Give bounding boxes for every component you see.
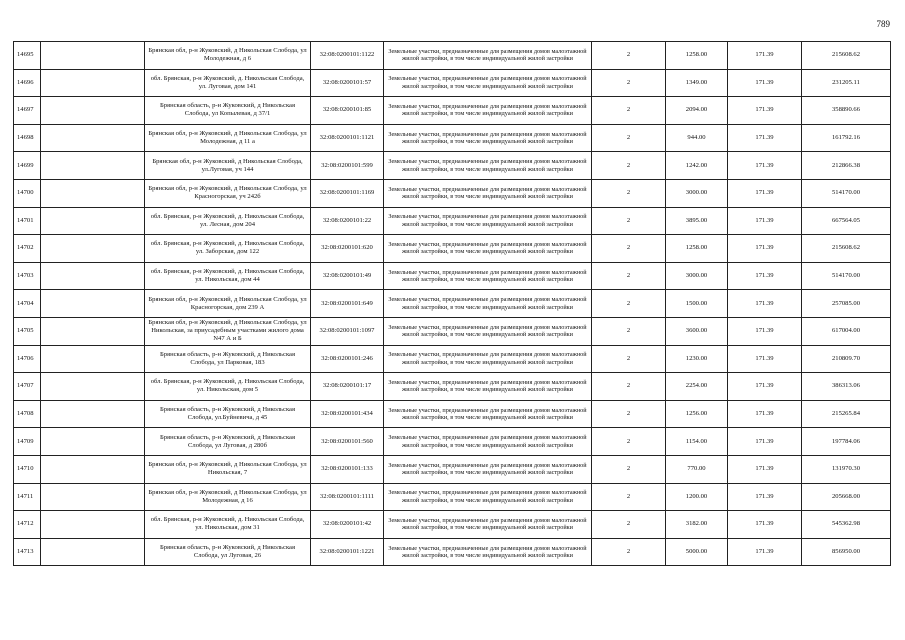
row-id-cell: 14712 xyxy=(14,511,41,539)
area-cell: 1242.00 xyxy=(666,152,728,180)
table-row xyxy=(14,511,891,539)
cadastral-value-cell: 215608.62 xyxy=(802,235,891,263)
category-cell: 2 xyxy=(592,262,666,290)
rate-cell: 171.39 xyxy=(728,207,802,235)
cadastral-value-cell: 215608.62 xyxy=(802,42,891,70)
table-row xyxy=(14,152,891,180)
category-cell: 2 xyxy=(592,179,666,207)
cadastral-value-cell: 257085.00 xyxy=(802,290,891,318)
address-cell: обл. Брянская, р-н Жуковский, д. Никольская Слобода, ул. Лесная, дом 204 xyxy=(145,207,311,235)
rate-cell: 171.39 xyxy=(728,69,802,97)
rate-cell: 171.39 xyxy=(728,290,802,318)
address-cell: Брянская область, р-н Жуковский, д Никольская Слобода, ул Луговая, 26 xyxy=(145,538,311,566)
area-cell: 3895.00 xyxy=(666,207,728,235)
cadastral-number-cell: 32:08:0200101:1169 xyxy=(311,179,384,207)
area-cell: 2254.00 xyxy=(666,373,728,401)
table-row xyxy=(14,317,891,345)
row-id-cell: 14696 xyxy=(14,69,41,97)
land-use-cell: Земельные участки, предназначенные для размещения домов малоэтажной жилой застройки, в том числе индивидуальной жилой застройки xyxy=(384,235,592,263)
area-cell: 770.00 xyxy=(666,455,728,483)
address-cell: Брянская обл, р-н Жуковский, д Никольская Слобода, ул Никольская, за приусадебным участками жилого дома N47 А и Б xyxy=(145,317,311,345)
land-use-cell: Земельные участки, предназначенные для размещения домов малоэтажной жилой застройки, в том числе индивидуальной жилой застройки xyxy=(384,152,592,180)
address-cell: обл. Брянская, р-н Жуковский, д. Никольская Слобода, ул. Никольская, дом 5 xyxy=(145,373,311,401)
blank-cell xyxy=(41,97,145,125)
table-row xyxy=(14,428,891,456)
rate-cell: 171.39 xyxy=(728,483,802,511)
table-row xyxy=(14,455,891,483)
cadastral-value-cell: 212866.38 xyxy=(802,152,891,180)
cadastral-value-cell: 197784.06 xyxy=(802,428,891,456)
address-cell: Брянская обл, р-н Жуковский, д Никольская Слобода, ул Красногорская, дом 239 А xyxy=(145,290,311,318)
rate-cell: 171.39 xyxy=(728,97,802,125)
cadastral-value-cell: 856950.00 xyxy=(802,538,891,566)
land-use-cell: Земельные участки, предназначенные для размещения домов малоэтажной жилой застройки, в том числе индивидуальной жилой застройки xyxy=(384,373,592,401)
land-use-cell: Земельные участки, предназначенные для размещения домов малоэтажной жилой застройки, в том числе индивидуальной жилой застройки xyxy=(384,428,592,456)
row-id-cell: 14703 xyxy=(14,262,41,290)
row-id-cell: 14697 xyxy=(14,97,41,125)
blank-cell xyxy=(41,317,145,345)
cadastral-value-cell: 514170.00 xyxy=(802,179,891,207)
address-cell: Брянская область, р-н Жуковский, д Никольская Слобода, ул.Буйневича, д 45 xyxy=(145,400,311,428)
address-cell: Брянская область, р-н Жуковский, д Никольская Слобода, ул Копылевая, д 37/1 xyxy=(145,97,311,125)
area-cell: 5000.00 xyxy=(666,538,728,566)
area-cell: 3000.00 xyxy=(666,179,728,207)
address-cell: Брянская область, р-н Жуковский, д Никольская Слобода, ул Луговая, д 280б xyxy=(145,428,311,456)
address-cell: Брянская обл, р-н Жуковский, д Никольская Слобода, ул Красногорская, уч 242б xyxy=(145,179,311,207)
table-row xyxy=(14,42,891,70)
area-cell: 1200.00 xyxy=(666,483,728,511)
cadastral-value-cell: 358890.66 xyxy=(802,97,891,125)
rate-cell: 171.39 xyxy=(728,235,802,263)
category-cell: 2 xyxy=(592,317,666,345)
rate-cell: 171.39 xyxy=(728,455,802,483)
cadastral-value-cell: 131970.30 xyxy=(802,455,891,483)
row-id-cell: 14705 xyxy=(14,317,41,345)
address-cell: обл. Брянская, р-н Жуковский, д. Никольская Слобода, ул. Никольская, дом 31 xyxy=(145,511,311,539)
land-use-cell: Земельные участки, предназначенные для размещения домов малоэтажной жилой застройки, в том числе индивидуальной жилой застройки xyxy=(384,97,592,125)
cadastral-number-cell: 32:08:0200101:133 xyxy=(311,455,384,483)
category-cell: 2 xyxy=(592,97,666,125)
address-cell: Брянская обл, р-н Жуковский, д Никольская Слобода, ул Молодежная, д 16 xyxy=(145,483,311,511)
row-id-cell: 14710 xyxy=(14,455,41,483)
address-cell: Брянская область, р-н Жуковский, д Никольская Слобода, ул Парковая, 183 xyxy=(145,345,311,373)
land-use-cell: Земельные участки, предназначенные для размещения домов малоэтажной жилой застройки, в том числе индивидуальной жилой застройки xyxy=(384,538,592,566)
category-cell: 2 xyxy=(592,511,666,539)
table-row xyxy=(14,400,891,428)
area-cell: 1230.00 xyxy=(666,345,728,373)
cadastral-number-cell: 32:08:0200101:1122 xyxy=(311,42,384,70)
cadastral-number-cell: 32:08:0200101:246 xyxy=(311,345,384,373)
cadastral-value-cell: 545362.98 xyxy=(802,511,891,539)
table-row xyxy=(14,235,891,263)
category-cell: 2 xyxy=(592,207,666,235)
area-cell: 3000.00 xyxy=(666,262,728,290)
row-id-cell: 14708 xyxy=(14,400,41,428)
blank-cell xyxy=(41,124,145,152)
row-id-cell: 14700 xyxy=(14,179,41,207)
area-cell: 1154.00 xyxy=(666,428,728,456)
row-id-cell: 14704 xyxy=(14,290,41,318)
blank-cell xyxy=(41,538,145,566)
address-cell: Брянская обл, р-н Жуковский, д Никольская Слобода, ул Никольская, 7 xyxy=(145,455,311,483)
category-cell: 2 xyxy=(592,400,666,428)
area-cell: 2094.00 xyxy=(666,97,728,125)
rate-cell: 171.39 xyxy=(728,538,802,566)
blank-cell xyxy=(41,69,145,97)
table-row xyxy=(14,345,891,373)
address-cell: обл. Брянская, р-н Жуковский, д. Никольская Слобода, ул. Луговая, дом 141 xyxy=(145,69,311,97)
table-row xyxy=(14,483,891,511)
blank-cell xyxy=(41,42,145,70)
category-cell: 2 xyxy=(592,124,666,152)
land-use-cell: Земельные участки, предназначенные для размещения домов малоэтажной жилой застройки, в том числе индивидуальной жилой застройки xyxy=(384,400,592,428)
rate-cell: 171.39 xyxy=(728,152,802,180)
category-cell: 2 xyxy=(592,152,666,180)
cadastral-number-cell: 32:08:0200101:1221 xyxy=(311,538,384,566)
cadastral-number-cell: 32:08:0200101:49 xyxy=(311,262,384,290)
land-use-cell: Земельные участки, предназначенные для размещения домов малоэтажной жилой застройки, в том числе индивидуальной жилой застройки xyxy=(384,483,592,511)
row-id-cell: 14706 xyxy=(14,345,41,373)
category-cell: 2 xyxy=(592,235,666,263)
cadastral-number-cell: 32:08:0200101:57 xyxy=(311,69,384,97)
cadastral-value-cell: 386313.06 xyxy=(802,373,891,401)
blank-cell xyxy=(41,373,145,401)
rate-cell: 171.39 xyxy=(728,262,802,290)
cadastral-number-cell: 32:08:0200101:620 xyxy=(311,235,384,263)
cadastral-value-cell: 231205.11 xyxy=(802,69,891,97)
cadastral-value-cell: 210809.70 xyxy=(802,345,891,373)
area-cell: 1500.00 xyxy=(666,290,728,318)
blank-cell xyxy=(41,428,145,456)
table-row xyxy=(14,207,891,235)
area-cell: 3600.00 xyxy=(666,317,728,345)
cadastral-number-cell: 32:08:0200101:22 xyxy=(311,207,384,235)
cadastral-number-cell: 32:08:0200101:1097 xyxy=(311,317,384,345)
row-id-cell: 14699 xyxy=(14,152,41,180)
cadastral-number-cell: 32:08:0200101:85 xyxy=(311,97,384,125)
cadastral-number-cell: 32:08:0200101:1111 xyxy=(311,483,384,511)
cadastral-value-cell: 215265.84 xyxy=(802,400,891,428)
blank-cell xyxy=(41,400,145,428)
land-use-cell: Земельные участки, предназначенные для размещения домов малоэтажной жилой застройки, в том числе индивидуальной жилой застройки xyxy=(384,317,592,345)
blank-cell xyxy=(41,511,145,539)
table-row xyxy=(14,97,891,125)
rate-cell: 171.39 xyxy=(728,400,802,428)
land-use-cell: Земельные участки, предназначенные для размещения домов малоэтажной жилой застройки, в том числе индивидуальной жилой застройки xyxy=(384,207,592,235)
row-id-cell: 14713 xyxy=(14,538,41,566)
land-use-cell: Земельные участки, предназначенные для размещения домов малоэтажной жилой застройки, в том числе индивидуальной жилой застройки xyxy=(384,69,592,97)
row-id-cell: 14698 xyxy=(14,124,41,152)
blank-cell xyxy=(41,290,145,318)
table-row xyxy=(14,262,891,290)
area-cell: 1258.00 xyxy=(666,42,728,70)
table-row xyxy=(14,290,891,318)
category-cell: 2 xyxy=(592,455,666,483)
land-use-cell: Земельные участки, предназначенные для размещения домов малоэтажной жилой застройки, в том числе индивидуальной жилой застройки xyxy=(384,179,592,207)
category-cell: 2 xyxy=(592,69,666,97)
rate-cell: 171.39 xyxy=(728,428,802,456)
row-id-cell: 14701 xyxy=(14,207,41,235)
blank-cell xyxy=(41,207,145,235)
area-cell: 3182.00 xyxy=(666,511,728,539)
registry-rows xyxy=(14,42,891,566)
row-id-cell: 14707 xyxy=(14,373,41,401)
address-cell: Брянская обл, р-н Жуковский, д Никольская Слобода, ул Молодежная, д 6 xyxy=(145,42,311,70)
row-id-cell: 14711 xyxy=(14,483,41,511)
land-use-cell: Земельные участки, предназначенные для размещения домов малоэтажной жилой застройки, в том числе индивидуальной жилой застройки xyxy=(384,262,592,290)
rate-cell: 171.39 xyxy=(728,179,802,207)
cadastral-number-cell: 32:08:0200101:560 xyxy=(311,428,384,456)
category-cell: 2 xyxy=(592,290,666,318)
land-use-cell: Земельные участки, предназначенные для размещения домов малоэтажной жилой застройки, в том числе индивидуальной жилой застройки xyxy=(384,511,592,539)
land-use-cell: Земельные участки, предназначенные для размещения домов малоэтажной жилой застройки, в том числе индивидуальной жилой застройки xyxy=(384,455,592,483)
cadastral-value-cell: 617004.00 xyxy=(802,317,891,345)
area-cell: 1258.00 xyxy=(666,235,728,263)
registry-table xyxy=(13,41,891,566)
row-id-cell: 14695 xyxy=(14,42,41,70)
area-cell: 1349.00 xyxy=(666,69,728,97)
rate-cell: 171.39 xyxy=(728,317,802,345)
category-cell: 2 xyxy=(592,483,666,511)
land-use-cell: Земельные участки, предназначенные для размещения домов малоэтажной жилой застройки, в том числе индивидуальной жилой застройки xyxy=(384,42,592,70)
cadastral-value-cell: 667564.05 xyxy=(802,207,891,235)
address-cell: Брянская обл, р-н Жуковский, д Никольская Слобода, ул Молодежная, д 11 а xyxy=(145,124,311,152)
address-cell: обл. Брянская, р-н Жуковский, д. Никольская Слобода, ул. Заборская, дом 122 xyxy=(145,235,311,263)
table-row xyxy=(14,179,891,207)
blank-cell xyxy=(41,235,145,263)
rate-cell: 171.39 xyxy=(728,345,802,373)
land-use-cell: Земельные участки, предназначенные для размещения домов малоэтажной жилой застройки, в том числе индивидуальной жилой застройки xyxy=(384,290,592,318)
cadastral-number-cell: 32:08:0200101:649 xyxy=(311,290,384,318)
rate-cell: 171.39 xyxy=(728,373,802,401)
area-cell: 944.00 xyxy=(666,124,728,152)
category-cell: 2 xyxy=(592,373,666,401)
category-cell: 2 xyxy=(592,538,666,566)
rate-cell: 171.39 xyxy=(728,124,802,152)
cadastral-number-cell: 32:08:0200101:599 xyxy=(311,152,384,180)
land-use-cell: Земельные участки, предназначенные для размещения домов малоэтажной жилой застройки, в том числе индивидуальной жилой застройки xyxy=(384,345,592,373)
table-row xyxy=(14,69,891,97)
area-cell: 1256.00 xyxy=(666,400,728,428)
page-number: 789 xyxy=(876,19,890,29)
blank-cell xyxy=(41,262,145,290)
blank-cell xyxy=(41,152,145,180)
rate-cell: 171.39 xyxy=(728,42,802,70)
cadastral-value-cell: 205668.00 xyxy=(802,483,891,511)
row-id-cell: 14702 xyxy=(14,235,41,263)
table-row xyxy=(14,538,891,566)
rate-cell: 171.39 xyxy=(728,511,802,539)
address-cell: обл. Брянская, р-н Жуковский, д. Никольская Слобода, ул. Никольская, дом 44 xyxy=(145,262,311,290)
blank-cell xyxy=(41,455,145,483)
category-cell: 2 xyxy=(592,428,666,456)
table-row xyxy=(14,124,891,152)
category-cell: 2 xyxy=(592,42,666,70)
cadastral-value-cell: 514170.00 xyxy=(802,262,891,290)
cadastral-number-cell: 32:08:0200101:1121 xyxy=(311,124,384,152)
cadastral-number-cell: 32:08:0200101:17 xyxy=(311,373,384,401)
cadastral-number-cell: 32:08:0200101:434 xyxy=(311,400,384,428)
blank-cell xyxy=(41,179,145,207)
land-use-cell: Земельные участки, предназначенные для размещения домов малоэтажной жилой застройки, в том числе индивидуальной жилой застройки xyxy=(384,124,592,152)
blank-cell xyxy=(41,345,145,373)
row-id-cell: 14709 xyxy=(14,428,41,456)
address-cell: Брянская обл, р-н Жуковский, д Никольская Слобода, ул.Луговая, уч 144 xyxy=(145,152,311,180)
cadastral-value-cell: 161792.16 xyxy=(802,124,891,152)
cadastral-number-cell: 32:08:0200101:42 xyxy=(311,511,384,539)
blank-cell xyxy=(41,483,145,511)
category-cell: 2 xyxy=(592,345,666,373)
table-row xyxy=(14,373,891,401)
